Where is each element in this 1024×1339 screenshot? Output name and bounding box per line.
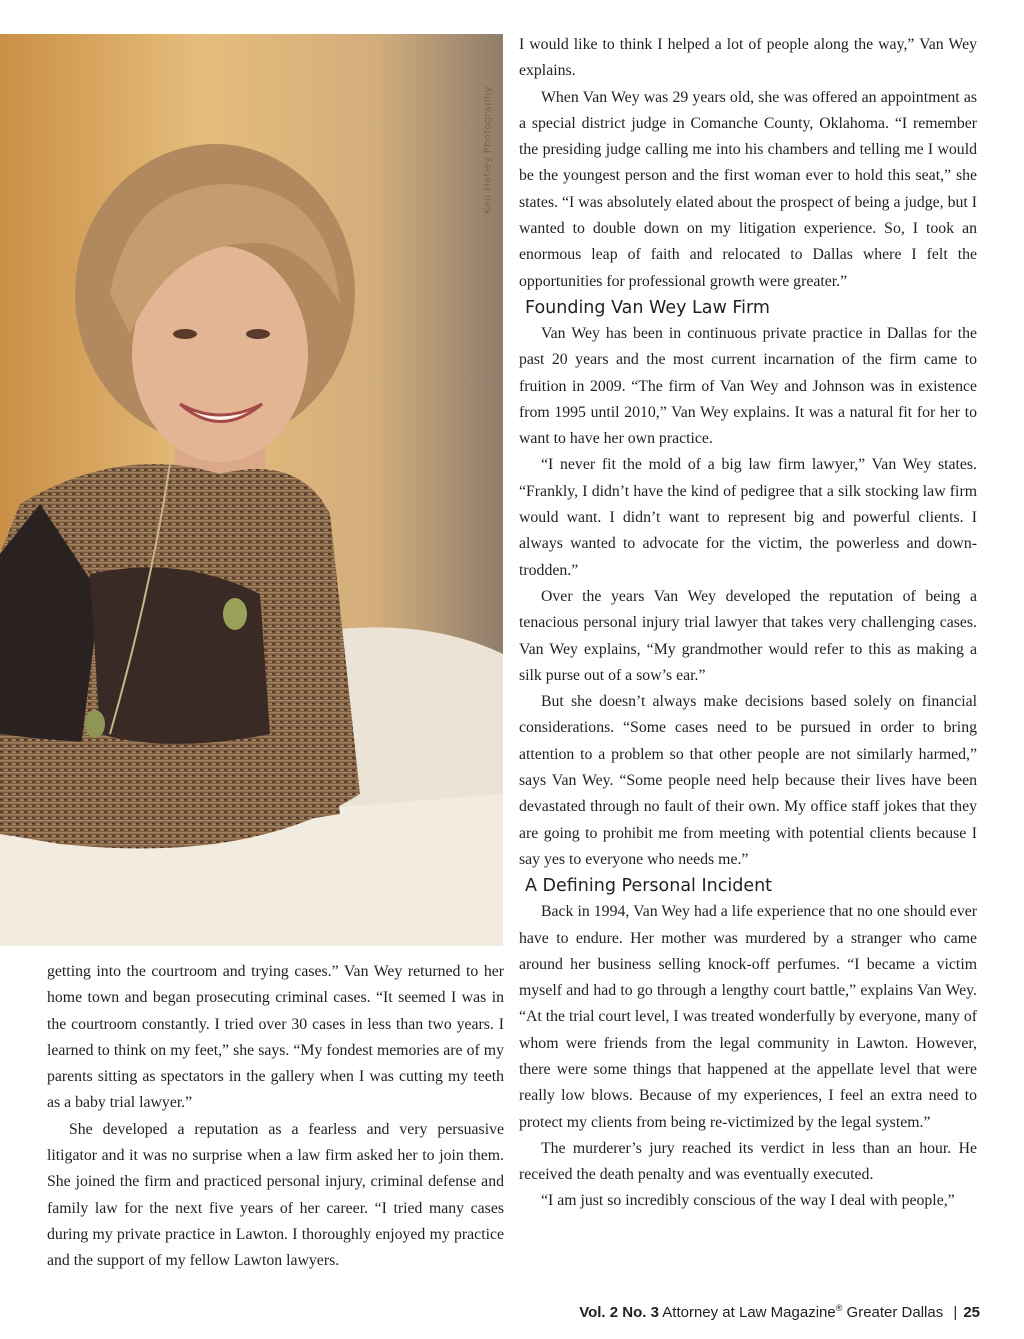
- right-paragraph-9: “I am just so incredibly conscious of the way I deal with people,”: [541, 1192, 955, 1210]
- portrait-illustration: [0, 34, 503, 946]
- right-paragraph-4: “I never fit the mold of a big law firm lawyer,” Van Wey states. “Frankly, I didn’t have the kind of pedigree that a silk stocking law firm would want. I didn’t want to represent big and powerful clients. I always wanted to advocate for the victim, the powerless and down-trodden.”: [519, 456, 977, 579]
- photo-credit: Ken Hatley Photography: [482, 86, 494, 214]
- right-column: [519, 32, 977, 1215]
- right-paragraph-2: When Van Wey was 29 years old, she was offered an appointment as a special district judge in Comanche County, Oklahoma. “I remember the presiding judge calling me into his chambers and telling me I would be the youngest person and the first woman ever to hold this seat,” she states. “I was absolutely elated about the prospect of being a judge, but I wanted to double down on my litigation experience. So, I took an enormous leap of faith and relocated to Dallas where I felt the opportunities for professional growth were greater.”: [519, 88, 977, 290]
- right-paragraph-3: Van Wey has been in continuous private practice in Dallas for the past 20 years and the most current incarnation of the firm came to fruition in 2009. “The firm of Van Wey and Johnson was in existence from 1995 until 2010,” Van Wey explains. It was a natural fit for her to want to have her own practice.: [519, 324, 977, 448]
- section-heading-incident: A Defining Personal Incident: [525, 876, 773, 897]
- left-paragraph-1: getting into the courtroom and trying cases.” Van Wey returned to her home town and began prosecuting criminal cases. “It seemed I was in the courtroom constantly. I tried over 30 cases in less than two years. I learned to think on my feet,” she says. “My fondest memories are of my parents sitting as spectators in the gallery when I was cutting my teeth as a baby trial lawyer.”: [47, 963, 504, 1112]
- footer-separator: |: [953, 1304, 958, 1321]
- footer-magazine: Attorney at Law Magazine: [662, 1304, 836, 1321]
- left-paragraph-2: She developed a reputation as a fearless and very persuasive litigator and it was no surprise when a law firm asked her to join them. She joined the firm and practiced personal injury, criminal defense and family law for the next five years of her career. “I tried many cases during my private practice in Lawton. I thoroughly enjoyed my practice and the support of my fellow Lawton lawyers.: [47, 1120, 504, 1270]
- right-paragraph-5: Over the years Van Wey developed the reputation of being a tenacious personal injury trial lawyer that takes very challenging cases. Van Wey explains, “My grandmother would refer to this as making a silk purse out of a sow’s ear.”: [519, 587, 977, 684]
- registered-mark: ®: [835, 1303, 843, 1313]
- right-paragraph-7: Back in 1994, Van Wey had a life experience that no one should ever have to endure. Her mother was murdered by a stranger who came around her business selling knock-off perfumes. “I became a victim myself and had to go through a lengthy court battle,” explains Van Wey. “At the trial court level, I was treated wonderfully by everyone, many of whom were friends from the legal community in Lawton. However, there were some things that happened at the appellate level that were really low blows. Because of my experiences, I feel an extra need to protect my clients from being re-victimized by the legal system.”: [519, 903, 977, 1131]
- page-footer: [579, 1303, 980, 1321]
- footer-volume: Vol. 2 No. 3: [579, 1304, 659, 1321]
- right-paragraph-1: I would like to think I helped a lot of people along the way,” Van Wey explains.: [519, 36, 977, 80]
- right-paragraph-6: But she doesn’t always make decisions based solely on financial considerations. “Some cases need to be pursued in order to bring attention to a problem so that other people are not similarly harmed,” says Van Wey. “Some people need help because their lives have been devastated through no fault of their own. My office staff jokes that they are going to prohibit me from meeting with potential clients because I say yes to everyone who needs me.”: [519, 693, 977, 868]
- page-number: 25: [963, 1304, 980, 1321]
- section-heading-founding: Founding Van Wey Law Firm: [525, 297, 770, 318]
- footer-edition: Greater Dallas: [846, 1304, 944, 1321]
- right-paragraph-8: The murderer’s jury reached its verdict in less than an hour. He received the death penalty and was eventually executed.: [519, 1139, 977, 1184]
- portrait-photo: [0, 34, 503, 946]
- left-column: [47, 959, 504, 1275]
